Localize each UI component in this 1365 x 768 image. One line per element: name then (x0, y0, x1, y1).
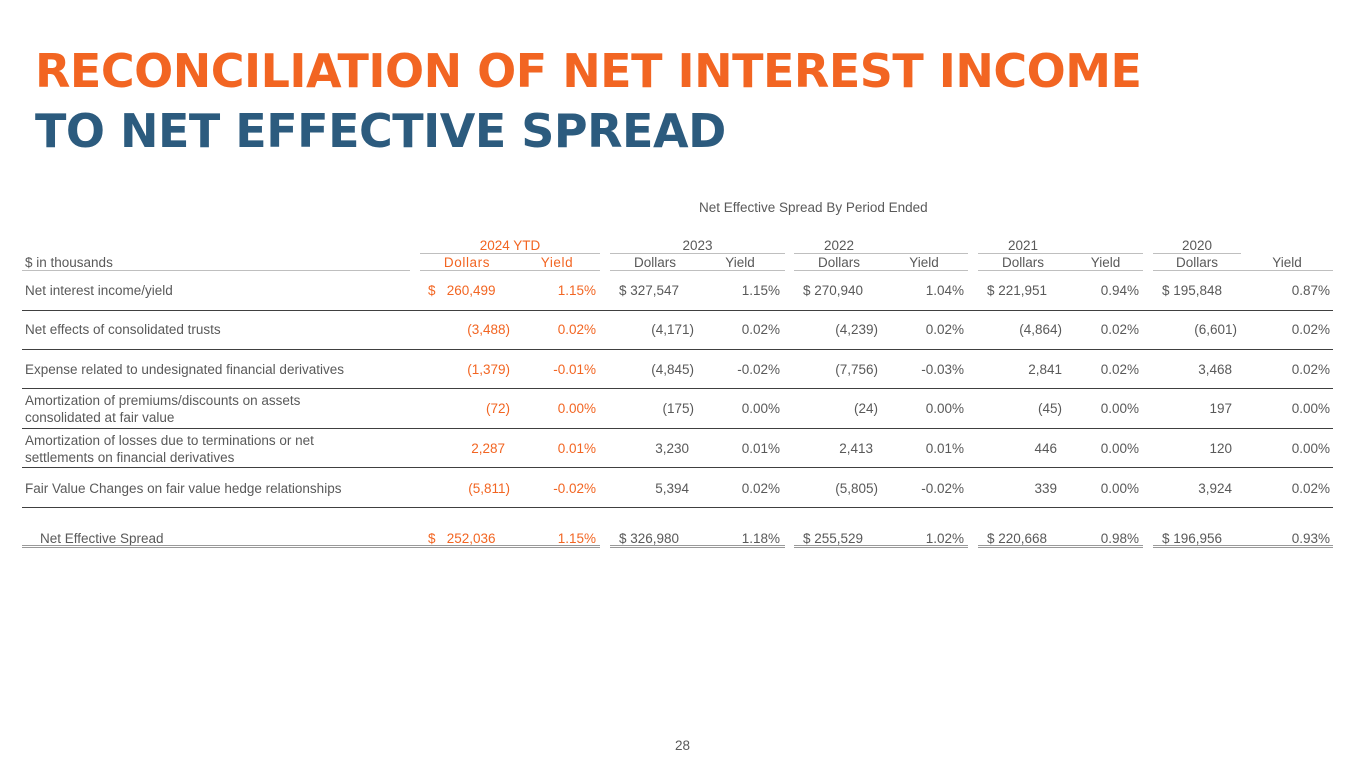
cell-dollars: (4,239) (835, 322, 878, 337)
row-label: Net effects of consolidated trusts (25, 322, 221, 337)
cell-dollars: $ 326,980 (619, 531, 680, 546)
col-header-dollars-2020: Dollars (1175, 255, 1218, 270)
cell-dollars: (5,811) (468, 481, 510, 496)
cell-yield: 0.02% (557, 322, 596, 337)
period-header-2024-ytd: 2024 YTD (479, 238, 541, 253)
row-label-line-2: consolidated at fair value (25, 410, 175, 425)
cell-dollars: 120 (1209, 441, 1232, 456)
cell-dollars: 446 (1034, 441, 1057, 456)
cell-dollars: 3,924 (1198, 481, 1232, 496)
header-rule (1153, 270, 1333, 271)
col-header-yield-2022: Yield (909, 255, 939, 270)
total-double-rule (610, 545, 785, 548)
cell-yield: 0.00% (741, 401, 780, 416)
total-double-rule (22, 545, 600, 548)
cell-yield: 0.00% (557, 401, 596, 416)
cell-dollars: 2,413 (839, 441, 873, 456)
header-rule (978, 270, 1143, 271)
total-double-rule (1153, 545, 1333, 548)
period-header-2022: 2022 (823, 238, 855, 253)
row-label-line-1: Amortization of premiums/discounts on assets (25, 393, 301, 408)
cell-dollars: (4,845) (651, 362, 694, 377)
cell-yield: 0.00% (1291, 441, 1330, 456)
cell-yield: 0.02% (925, 322, 964, 337)
col-header-yield-2024: Yield (540, 255, 574, 270)
cell-dollars: $ 195,848 (1162, 283, 1223, 298)
cell-dollars: 339 (1034, 481, 1057, 496)
row-divider (22, 388, 1333, 389)
period-header-2021: 2021 (1007, 238, 1039, 253)
cell-dollars: (24) (853, 401, 878, 416)
cell-yield: 0.02% (741, 322, 780, 337)
total-double-rule (978, 545, 1143, 548)
cell-yield: 1.04% (925, 283, 964, 298)
cell-yield: 1.15% (557, 531, 596, 546)
cell-dollars: (5,805) (835, 481, 878, 496)
cell-yield: 0.02% (741, 481, 780, 496)
title-line-2: TO NET EFFECTIVE SPREAD (35, 104, 726, 158)
cell-yield: 0.00% (925, 401, 964, 416)
cell-dollars: $ 260,499 (428, 283, 496, 298)
period-underline (978, 253, 1143, 254)
cell-yield: 1.15% (557, 283, 596, 298)
cell-dollars: (45) (1037, 401, 1062, 416)
cell-dollars: $ 220,668 (987, 531, 1048, 546)
col-header-dollars-2022: Dollars (817, 255, 860, 270)
cell-yield: 0.00% (1100, 481, 1139, 496)
period-underline (420, 253, 600, 254)
cell-dollars: (72) (485, 401, 510, 416)
cell-yield: -0.02% (921, 481, 964, 496)
total-double-rule (794, 545, 968, 548)
cell-dollars: 5,394 (655, 481, 689, 496)
col-header-yield-2020: Yield (1272, 255, 1302, 270)
cell-yield: 0.94% (1100, 283, 1139, 298)
cell-dollars: $ 221,951 (987, 283, 1048, 298)
cell-dollars: 3,230 (655, 441, 689, 456)
cell-yield: -0.02% (737, 362, 780, 377)
cell-dollars: 3,468 (1198, 362, 1232, 377)
units-label: $ in thousands (25, 255, 113, 270)
cell-yield: 0.02% (1100, 322, 1139, 337)
cell-dollars: $ 270,940 (803, 283, 864, 298)
cell-yield: -0.01% (553, 362, 596, 377)
cell-dollars: (3,488) (467, 322, 510, 337)
cell-yield: 1.18% (741, 531, 780, 546)
col-header-yield-2021: Yield (1090, 255, 1121, 270)
cell-dollars: (4,171) (651, 322, 694, 337)
row-label: Net Effective Spread (40, 531, 164, 546)
cell-dollars: (1,379) (467, 362, 510, 377)
cell-yield: -0.03% (921, 362, 964, 377)
header-rule (22, 270, 410, 271)
row-label: Expense related to undesignated financial derivatives (25, 362, 344, 377)
cell-yield: 0.01% (557, 441, 596, 456)
cell-dollars: $ 252,036 (428, 531, 496, 546)
row-label-line-1: Amortization of losses due to terminations or net (25, 433, 314, 448)
row-label-line-2: settlements on financial derivatives (25, 450, 235, 465)
period-underline (610, 253, 785, 254)
header-rule (610, 270, 785, 271)
cell-yield: 0.01% (925, 441, 964, 456)
period-underline (794, 253, 968, 254)
cell-dollars: (6,601) (1194, 322, 1237, 337)
title-line-1: RECONCILIATION OF NET INTEREST INCOME (35, 44, 1142, 98)
cell-dollars: 2,287 (471, 441, 505, 456)
page-number: 28 (674, 738, 691, 753)
row-label: Net interest income/yield (25, 283, 173, 298)
cell-yield: 0.02% (1291, 481, 1330, 496)
row-divider (22, 467, 1333, 468)
col-header-yield-2023: Yield (725, 255, 755, 270)
cell-dollars: $ 327,547 (619, 283, 680, 298)
row-divider (22, 349, 1333, 350)
cell-yield: 1.15% (741, 283, 780, 298)
cell-yield: 0.01% (741, 441, 780, 456)
row-divider (22, 310, 1333, 311)
cell-yield: 0.87% (1291, 283, 1330, 298)
cell-dollars: 197 (1209, 401, 1232, 416)
cell-dollars: 2,841 (1028, 362, 1062, 377)
period-header-2020: 2020 (1181, 238, 1213, 253)
cell-yield: 0.00% (1100, 401, 1139, 416)
cell-dollars: $ 255,529 (803, 531, 864, 546)
cell-yield: 0.00% (1291, 401, 1330, 416)
cell-dollars: $ 196,956 (1162, 531, 1223, 546)
col-header-dollars-2023: Dollars (633, 255, 676, 270)
header-rule (794, 270, 968, 271)
cell-yield: 0.00% (1100, 441, 1139, 456)
period-underline (1153, 253, 1241, 254)
col-header-dollars-2024: Dollars (443, 255, 491, 270)
cell-yield: 1.02% (925, 531, 964, 546)
col-header-dollars-2021: Dollars (1001, 255, 1044, 270)
cell-yield: 0.02% (1100, 362, 1139, 377)
cell-dollars: (175) (662, 401, 694, 416)
cell-yield: 0.93% (1291, 531, 1330, 546)
header-rule (420, 270, 600, 271)
period-header-2023: 2023 (682, 238, 713, 253)
row-divider (22, 428, 1333, 429)
cell-yield: 0.02% (1291, 322, 1330, 337)
cell-dollars: (7,756) (835, 362, 878, 377)
cell-yield: 0.02% (1291, 362, 1330, 377)
row-label: Fair Value Changes on fair value hedge relationships (25, 481, 342, 496)
row-divider (22, 507, 1333, 508)
cell-yield: 0.98% (1100, 531, 1139, 546)
cell-dollars: (4,864) (1019, 322, 1062, 337)
cell-yield: -0.02% (553, 481, 596, 496)
table-super-header: Net Effective Spread By Period Ended (699, 200, 928, 215)
